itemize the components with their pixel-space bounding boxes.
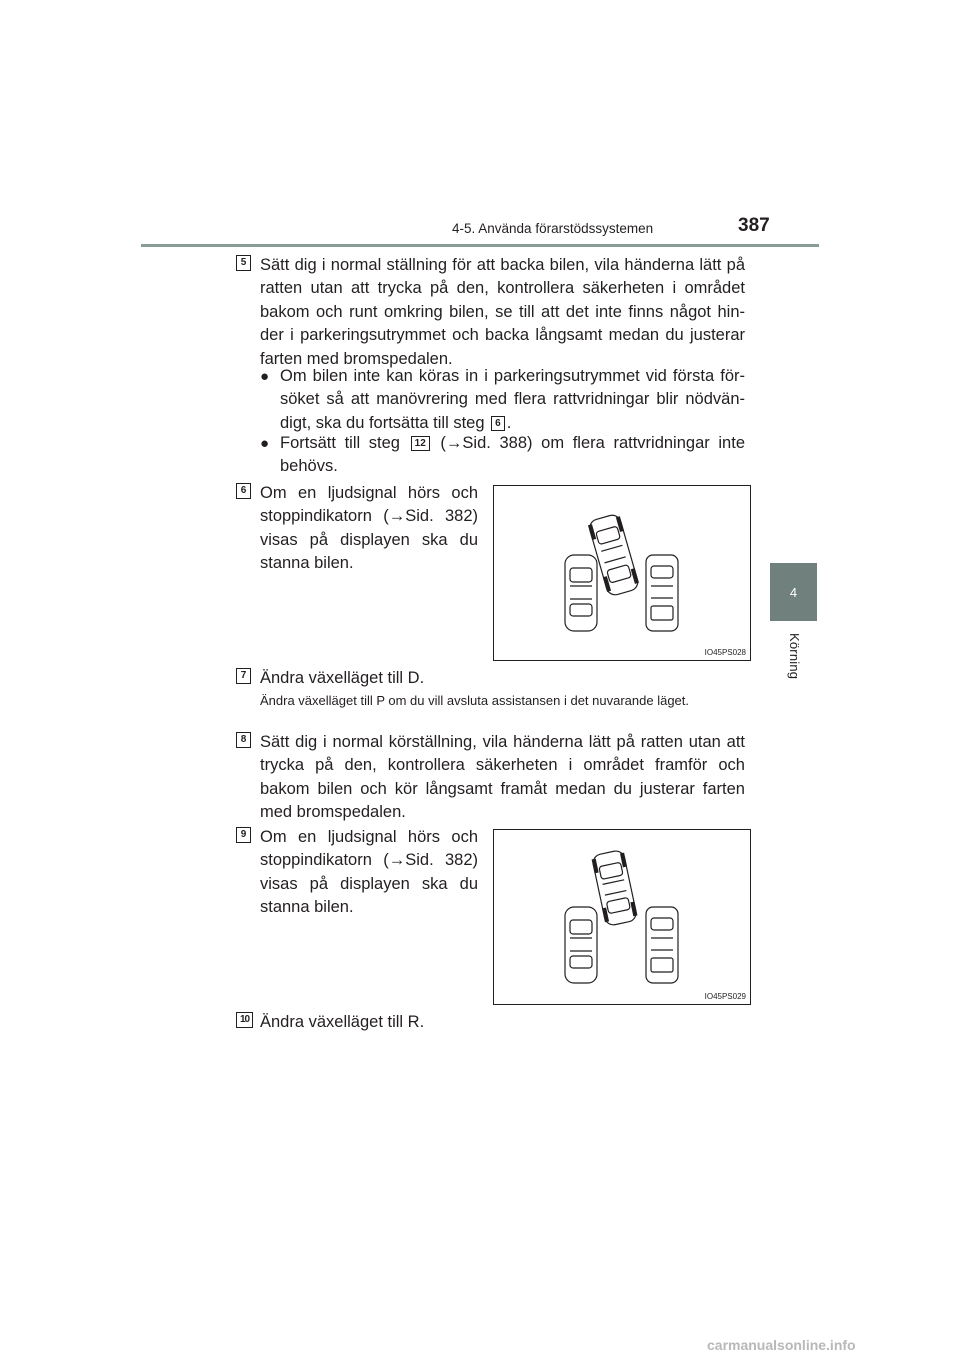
step-ref-12[interactable]: 12	[411, 436, 430, 451]
step-7-text: Ändra växelläget till D.	[260, 669, 425, 687]
chapter-tab[interactable]	[770, 563, 817, 621]
step-9-text: Om en ljudsignal hörs och stoppindikatorn (→Sid. 382) visas på displayen ska du stanna bilen.	[260, 828, 478, 917]
step-7-note: Ändra växelläget till P om du vill avsluta assistansen i det nuvarande läget.	[260, 693, 690, 708]
parked-car-right	[646, 555, 678, 631]
parked-car-right	[646, 907, 678, 983]
step-6-number: 6	[236, 483, 251, 499]
figure-code-2: IO45PS029	[704, 992, 746, 1001]
parking-diagram-1	[494, 486, 750, 660]
page-number: 387	[738, 215, 770, 236]
parked-car-left	[565, 907, 597, 983]
step-ref-6[interactable]: 6	[491, 416, 505, 431]
step-10-text: Ändra växelläget till R.	[260, 1013, 425, 1031]
parking-diagram-2	[494, 830, 750, 1004]
maneuvering-car	[591, 849, 637, 926]
bullet-icon: ●	[260, 368, 270, 385]
chapter-label: Körning	[787, 633, 802, 680]
header-rule	[141, 244, 819, 247]
step-6-text: Om en ljudsignal hörs och stoppindikatorn (→Sid. 382) visas på displayen ska du stanna bilen.	[260, 484, 478, 573]
chapter-number: 4	[789, 585, 798, 600]
bullet-icon: ●	[260, 435, 270, 452]
header-title: 4-5. Använda förarstödssystemen	[452, 221, 654, 236]
figure-code-1: IO45PS028	[704, 648, 746, 657]
step-9-number: 9	[236, 827, 251, 843]
figure-parking-1	[493, 485, 751, 661]
step-8-text: Sätt dig i normal körställning, vila händerna lätt på ratten utan att trycka på den, kontrollera säkerheten i området framför och bakom bilen och kör långsamt framåt medan du justerar farten med bromspedalen.	[260, 733, 745, 822]
parked-car-left	[565, 555, 597, 631]
bullet-1-text: Om bilen inte kan köras in i parkeringsutrymmet vid första för-söket så att manövrering med flera rattvridningar blir nödvän-digt, ska du fortsätta till steg 6 .	[280, 367, 745, 432]
step-8-number: 8	[236, 732, 251, 748]
step-5-number: 5	[236, 255, 251, 271]
step-7-number: 7	[236, 668, 251, 684]
watermark: carmanualsonline.info	[707, 1337, 856, 1353]
step-10-number: 10	[236, 1012, 253, 1028]
bullet-2-text: Fortsätt till steg 12 (→Sid. 388) om flera rattvridningar inte behövs.	[280, 434, 745, 476]
figure-parking-2	[493, 829, 751, 1005]
step-5-text: Sätt dig i normal ställning för att backa bilen, vila händerna lätt på ratten utan att trycka på den, kontrollera säkerheten i området bakom och runt omkring bilen, se till att det inte finns något hin-der i parkeringsutrymmet och backa långsamt medan du justerar farten med bromspedalen.	[260, 256, 745, 368]
